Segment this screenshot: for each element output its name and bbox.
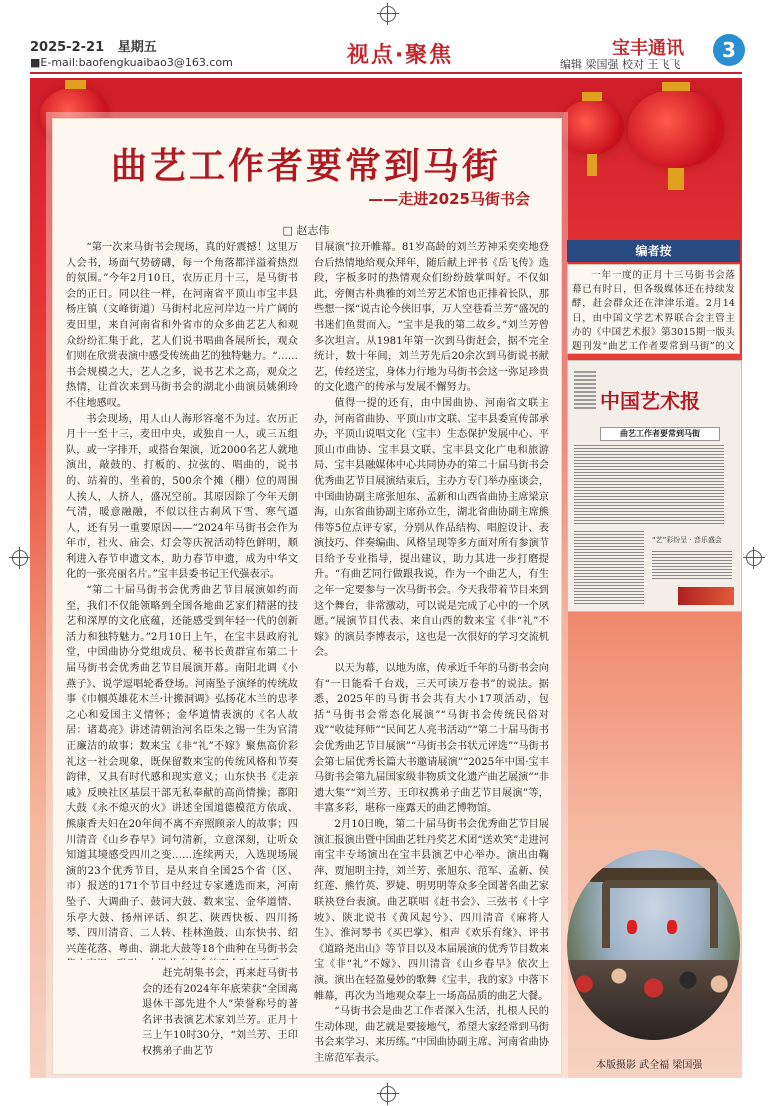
- paragraph: 书会现场，用人山人海形容毫不为过。农历正月十一至十三，麦田中央，或独自一人，或三五组队，或一字排开，或搭台架演，近2000名艺人就地演出，敲鼓的、打板的、拉弦的、唱曲的，说书的、站着的、坐着的，500余个摊（棚）位的周围人挨人，人挤人，盛况空前。其原因除了今年天朗气清，暖意融融，不似以往古刹风下雪、寒气逼人，还有另一重要原因——“2024年马街书会作为年市，社火、庙会、灯会等庆祝活动特色鲜明，顺利进入春节申遗文本，助力春节申遗，成为中华文化的一张亮丽名片。”宝丰县委书记王代强表示。: [66, 413, 298, 581]
- editor-credits: 编辑 梁国强 校对 王飞飞: [560, 58, 681, 71]
- crowd-photo: [567, 850, 740, 1040]
- registration-mark-icon: [746, 550, 762, 566]
- paragraph: “第一次来马街书会现场，真的好震撼！这里万人会书，场面气势磅礴，每一个角落都洋溢着热烈的氛围。”今年2月10日，农历正月十三，是马街书会的正日。同以往一样，在河南省平顶山市宝丰县杨庄镇（文峰街道）马街村北应河岸边一片广阔的麦田里，来自河南省和外省市的众多曲艺艺人和观众纷纷汇集于此，艺人们说书唱曲各展所长，观众们则在欣赏表演中感受传统曲艺的独特魅力。“……书会规模之大，艺人之多，说书艺术之高，观众之热情，让首次来到马街书会的湖北小曲演员姚俐玲不住地感叹。: [66, 242, 298, 409]
- registration-mark-icon: [12, 550, 28, 566]
- article-title: 曲艺工作者要常到马街: [110, 145, 501, 187]
- newspaper-brand: 宝丰通讯: [612, 38, 684, 59]
- paragraph: 赶完胡集书会，再来赶马街书会的还有2024年年底荣获“全国离退休干部先进个人”荣誉称号的著名评书表演艺术家刘兰芳。正月十三上午10时30分，“刘兰芳、王印权携弟子曲艺节: [142, 968, 298, 1057]
- issue-date: 2025-2-21 星期五: [30, 40, 157, 55]
- paragraph: 以天为幕，以地为席，传承近千年的马街书会向有“一日能看千台戏，三天可读万卷书”的说法。据悉，2025年的马街书会共有大小17项活动，包括“马街书会常态化展演”“马街书会传统民俗对戏”“收徒拜师”“民间艺人亮书活动”“第二十届马街书会优秀曲艺节目展演”“马街书会书状元评选”“马街书会第七届优秀长篇大书邀请展演”“2025年中国·宝丰马街书会第九届国家级非物质文化遗产曲艺展演”“非遗大集”“刘兰芳、王印权携弟子曲艺节目展演”等，丰富多彩，堪称一座露天的曲艺博物馆。: [314, 663, 549, 815]
- paragraph: 目展演”拉开帷幕。81岁高龄的刘兰芳神采奕奕地登台后热情地给观众拜年，随后献上评书《岳飞传》选段，字板多时的热情观众们纷纷鼓掌叫好。不仅如此，旁侧古朴典雅的刘兰芳艺术馆也正排着长队，那些想一探“说古论今侠旧事，万人空巷看兰芳”盛况的书迷们鱼贯而入。“宝丰是我的第二故乡。”刘兰芳曾多次坦言。从1981年第一次到马街赶会，据不完全统计，数十年间，刘兰芳先后20余次到马街说书献艺，传经送宝，身体力行地为马街书会这一弥足珍贵的文化遗产的传承与发展不懈努力。: [314, 242, 549, 394]
- header-rule: [30, 72, 742, 74]
- article-column-2: [314, 240, 549, 1065]
- clipping-text-block: [574, 371, 596, 411]
- paragraph: “马街书会是曲艺工作者深入生活，扎根人民的生动体现，曲艺就是要接地气，希望大家经常到马街书会来学习、来历练。”中国曲协副主席、河南省曲协主席范军表示。: [314, 1006, 549, 1064]
- photo-credit: 本版摄影 武全福 梁国强: [596, 1060, 703, 1071]
- section-title: 视点·聚焦: [346, 43, 454, 68]
- editor-note-title: 编者按: [567, 240, 740, 262]
- clipping-photo: [678, 587, 734, 605]
- clipping-text-block: [574, 445, 724, 525]
- article-column-1: [66, 240, 298, 960]
- clipping-text-block: [574, 531, 644, 605]
- paragraph: “第二十届马街书会优秀曲艺节目展演如约而至，我们不仅能领略到全国各地曲艺家们精湛的技艺和深厚的文化底蕴，还能感受到年轻一代的创新活力和独特魅力。”2月10日上午，在宝丰县政府礼堂，中国曲协分党组成员、秘书长黄群宣布第二十届马街书会优秀曲艺节目展演开幕。南阳北调《小燕子》、说学逗唱轮番登场。河南坠子演绎的传统故事《巾帼英雄花木兰·计搬洞调》弘扬花木兰的忠孝之心和爱国主义情怀；金华道情表演的《名人故居：诸葛亮》讲述清朝治河名臣朱之锡一生为官清正廉洁的故事；数来宝《非“礼”不嫁》聚焦高价彩礼这一社会现象，既保留数来宝的传统风格和节奏韵律，又具有时代感和现实意义；山东快书《走亲戚》反映社区基层干部无私奉献的高尚情操；都阳大鼓《永不熄灭的火》讲述全国道德模范方依成、熊康香夫妇在20年间不离不弃照顾亲人的故事；四川清音《山乡春早》词句清新，立意深刻，让听众知道其境感受四川之变……连续两天，入选现场展演的23个优秀节目，是从来自全国25个省（区、市）报送的171个节目中经过专家遴选而来，河南坠子、大调曲子、鼓词大鼓、数来宝、金华道情、乐亭大鼓、扬州评话、织艺、陕西快板、四川扬琴、四川清音、二人转、桂林渔鼓、山东快书、绍兴莲花落、粤曲、湖北大鼓等18个曲种在马街书会: [66, 585, 298, 955]
- clipping-subheadline: “艺”彩纷呈 · 音乐盛会: [652, 536, 722, 544]
- article-subtitle: ——走进2025马街书会: [368, 190, 530, 208]
- article-byline: □ 赵志伟: [282, 224, 330, 237]
- registration-mark-icon: [380, 1086, 396, 1102]
- clipping-headline: 曲艺工作者要常到马街: [600, 427, 720, 441]
- page-number-badge: 3: [713, 34, 745, 66]
- editor-note-text: 一年一度的正月十三马街书会落幕已有时日，但各级媒体还在持续发酵，赶会群众还在津津乐道。2月14日，由中国文学艺术界联合会主管主办的《中国艺术报》第3015期一版头题刊发“曲艺工作者要常到马街”的文: [572, 270, 735, 353]
- editor-note: [567, 264, 740, 354]
- article-column-1-tail: [142, 966, 298, 1066]
- newspaper-clipping-image: [567, 360, 742, 612]
- gate-arch: [602, 880, 718, 948]
- contact-email: ■E-mail:baofengkuaibao3@163.com: [30, 56, 233, 69]
- sidebar: [567, 240, 740, 1060]
- paragraph: 2月10日晚，第二十届马街书会优秀曲艺节目展演汇报演出暨中国曲艺牡丹奖艺术团“送欢笑”走进河南宝丰专场演出在宝丰县演艺中心举办。演出由鞠萍、贾旭明主持，刘兰芳、张旭东、范军、孟新、侯红莲、熊竹英、罗婕、明男明等众多全国著名曲艺家联袂登台表演。曲艺联唱《赶书会》、三弦书《十字坡》、陕北说书《黄风起兮》、四川清音《麻将人生》、淮河琴书《买巴掌》、相声《欢乐有缘》、评书《道路尧出山》等节目以及本届展演的优秀节目数来宝《非“礼”不嫁》、四川清音《山乡春早》依次上演。演出在轻盈曼妙的歌舞《宝丰，我的家》中落下帷幕，再次为当地观众奉上一场高品质的曲艺大餐。: [314, 818, 549, 1002]
- lantern-icon: [667, 920, 677, 934]
- lantern-icon: [628, 90, 724, 168]
- paragraph: 值得一提的还有，由中国曲协、河南省文联主办，河南省曲协、平顶山市文联、宝丰县委宣传部承办，平顶山说唱文化（宝丰）生态保护发展中心、平顶山市曲协、宝丰县文联、宝丰县文化广电和旅游局、宝丰县融媒体中心共同协办的第二十届马街书会优秀曲艺节目展演结束后，主办方专门举办座谈会，中国曲协副主席张旭东、孟新和山西省曲协主席梁京海，山东省曲协副主席孙立生，湖北省曲协副主席熊伟等5位点评专家，分别从作品结构、唱腔设计、表演技巧、伴奏编曲、风格呈现等多方面对所有参演节目给予专业指导，提出建议，助力其进一步打磨提升。“有曲艺同行做跟我说，作为一个曲艺人，有生之年一定要参与一次马街书会。今天我带着节目来到这个舞台，非常激动，可以说是完成了心中的一个夙愿。”展演节目代表、来自山西的数来宝《非“礼”不嫁》的演员李博表示，这也是一次很好的学习交流机会。: [314, 397, 549, 659]
- clipping-masthead: 中国艺术报: [600, 389, 700, 413]
- lantern-icon: [560, 100, 624, 154]
- registration-mark-icon: [380, 6, 396, 22]
- crowd: [567, 960, 740, 1040]
- clipping-text-block: [652, 551, 732, 581]
- lantern-icon: [627, 920, 637, 934]
